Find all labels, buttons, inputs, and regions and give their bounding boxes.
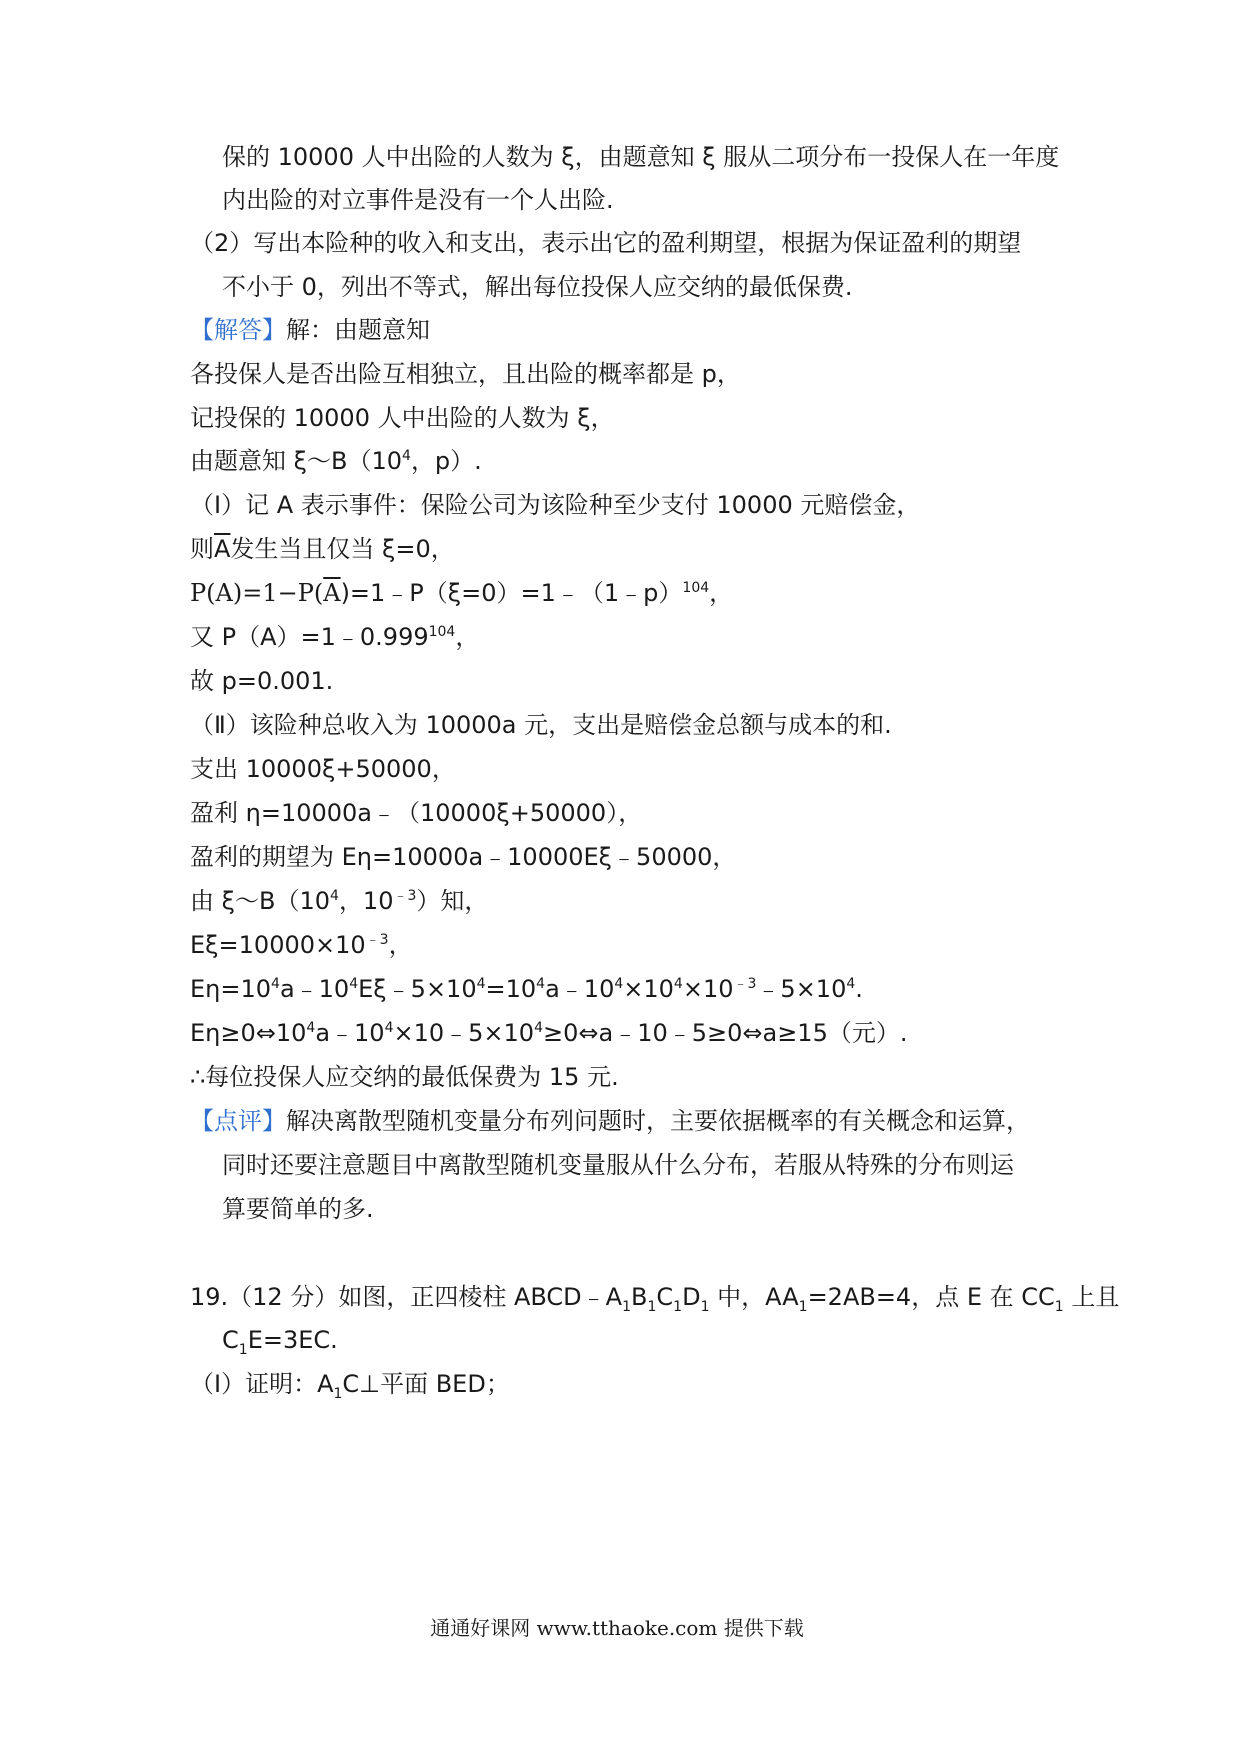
answer-line-12: 盈利的期望为 Eη=10000a﹣10000Eξ﹣50000， [190,843,737,871]
answer-line-16: $E\eta\ge 0\Leftrightarrow 10^4a﹣10^4\times 10﹣5\times 10^4\ge 0\Leftrightarrow a﹣10﹣5\ge 0\Leftrightarrow a\ge 15$（元）. [190,1019,908,1047]
answer-line-8: 故 p=0.001. [190,667,334,695]
answer-line-14: $E\xi=10000\times 10^{﹣3}$， [190,931,413,959]
question-19-part-1: （Ⅰ）证明：$A_1C\perp$平面 BED； [190,1370,510,1402]
analysis-line-4: 不小于 0，列出不等式，解出每位投保人应交纳的最低保费. [222,273,853,301]
answer-line-1: 各投保人是否出险互相独立，且出险的概率都是 p， [190,360,741,388]
answer-line-6: $P(A)=1-P(\overline{A})=1﹣P(\xi=0)=1﹣(1﹣p)^{104}$， [190,579,734,607]
answer-line-3: 由题意知 $\xi\sim B(10^4$，p）. [190,447,482,475]
answer-intro: 解：由题意知 [286,316,430,344]
comment-line-2: 同时还要注意题目中离散型随机变量服从什么分布，若服从特殊的分布则运 [222,1151,1014,1179]
page-footer: 通通好课网 www.tthaoke.com 提供下载 [430,1616,804,1640]
answer-conclusion: ∴每位投保人应交纳的最低保费为 15 元. [190,1063,619,1091]
analysis-line-3: （2）写出本险种的收入和支出，表示出它的盈利期望，根据为保证盈利的期望 [190,229,1022,257]
question-19-line-2: $C_1E=3EC$. [222,1326,338,1358]
answer-line-7: 又 $P(A)=1﹣0.999^{104}$， [190,623,480,651]
question-19-line-1: 19.（12 分）如图，正四棱柱 $ABCD﹣A_1B_1C_1D_1$ 中，$AA_1=2AB=4$，点 E 在 $CC_1$ 上且 [190,1283,1120,1315]
answer-heading [190,313,430,347]
comment-tag: 【点评】 [190,1107,286,1135]
answer-line-4: （Ⅰ）记 A 表示事件：保险公司为该险种至少支付 10000 元赔偿金， [190,491,921,519]
answer-line-11: 盈利 η=10000a﹣（10000ξ+50000）， [190,799,643,827]
answer-line-13: 由 $\xi\sim B(10^4$，$10^{﹣3}$）知， [190,887,489,915]
answer-line-9: （Ⅱ）该险种总收入为 10000a 元，支出是赔偿金总额与成本的和. [190,711,892,739]
comment-line-1: 【点评】解决离散型随机变量分布列问题时，主要依据概率的有关概念和运算， [190,1107,1030,1135]
answer-line-10: 支出 10000ξ+50000， [190,755,456,783]
answer-tag: 【解答】 [190,316,286,344]
answer-line-5: 则$\overline{A}$发生当且仅当 ξ=0， [190,535,455,563]
answer-line-2: 记投保的 10000 人中出险的人数为 ξ， [190,404,615,432]
comment-line-3: 算要简单的多. [222,1195,374,1223]
answer-line-15: $E\eta=10^4a﹣10^4E\xi﹣5\times 10^4=10^4a﹣10^4\times 10^4\times 10^{﹣3}﹣5\times 10^4$. [190,975,863,1003]
analysis-line-2: 内出险的对立事件是没有一个人出险. [222,186,614,214]
analysis-line-1: 保的 10000 人中出险的人数为 ξ，由题意知 ξ 服从二项分布一投保人在一年度 [222,143,1060,171]
